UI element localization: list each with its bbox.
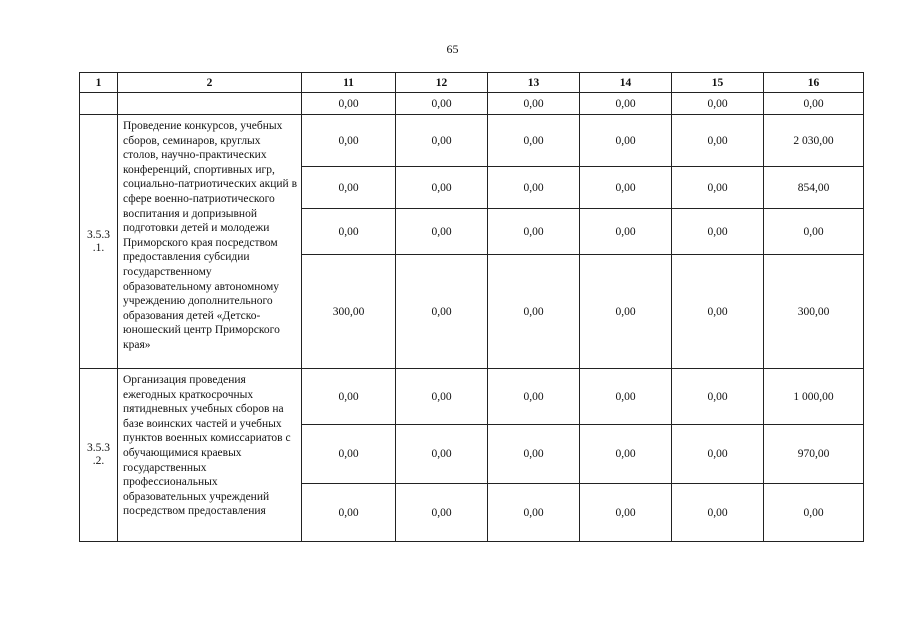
table-cell: 0,00	[764, 484, 864, 542]
table-cell: 1 000,00	[764, 369, 864, 425]
table-cell: 0,00	[488, 167, 580, 209]
table-cell: 0,00	[396, 484, 488, 542]
table-cell: 0,00	[580, 115, 672, 167]
header-cell: 16	[764, 73, 864, 93]
table-cell: 2 030,00	[764, 115, 864, 167]
header-cell: 14	[580, 73, 672, 93]
row-code	[80, 115, 118, 369]
table-cell: 970,00	[764, 425, 864, 484]
table-cell: 0,00	[672, 425, 764, 484]
table-row	[80, 115, 864, 167]
table-cell: 0,00	[764, 93, 864, 115]
budget-table	[79, 72, 864, 542]
table-cell: 854,00	[764, 167, 864, 209]
table-cell: 0,00	[302, 167, 396, 209]
table-cell: 0,00	[672, 93, 764, 115]
header-row	[80, 73, 864, 93]
table-cell: 300,00	[764, 255, 864, 369]
table-row	[80, 93, 864, 115]
table-cell: 0,00	[580, 167, 672, 209]
table-cell: 0,00	[396, 369, 488, 425]
table-cell: 0,00	[580, 484, 672, 542]
table-cell: 0,00	[488, 115, 580, 167]
table-cell: 0,00	[672, 255, 764, 369]
header-cell: 11	[302, 73, 396, 93]
table-cell: 0,00	[672, 209, 764, 255]
table-cell: 300,00	[302, 255, 396, 369]
row-code-text: 3.5.3 .1.	[87, 228, 110, 254]
table-cell: 0,00	[580, 369, 672, 425]
table-cell: 0,00	[580, 255, 672, 369]
table-cell: 0,00	[580, 425, 672, 484]
table-cell: 0,00	[488, 209, 580, 255]
table-cell: 0,00	[396, 255, 488, 369]
table-cell: 0,00	[488, 425, 580, 484]
table-cell: 0,00	[396, 209, 488, 255]
header-cell: 2	[118, 73, 302, 93]
table-cell: 0,00	[396, 425, 488, 484]
table-cell: 0,00	[302, 115, 396, 167]
table-cell: 0,00	[580, 93, 672, 115]
table-cell: 0,00	[396, 93, 488, 115]
header-cell: 15	[672, 73, 764, 93]
table-cell: 0,00	[488, 255, 580, 369]
table-cell: 0,00	[396, 167, 488, 209]
table-cell: 0,00	[488, 369, 580, 425]
table-cell	[80, 93, 118, 115]
header-cell: 1	[80, 73, 118, 93]
table-cell: 0,00	[302, 484, 396, 542]
row-description	[118, 369, 302, 542]
table-cell: 0,00	[302, 93, 396, 115]
table-cell: 0,00	[302, 425, 396, 484]
table-cell: 0,00	[672, 369, 764, 425]
table-cell	[118, 93, 302, 115]
header-cell: 13	[488, 73, 580, 93]
table-cell: 0,00	[488, 484, 580, 542]
table-cell: 0,00	[672, 115, 764, 167]
header-cell: 12	[396, 73, 488, 93]
table-cell: 0,00	[580, 209, 672, 255]
page-number: 65	[446, 42, 459, 56]
row-description-text: Организация проведения ежегодных краткосрочных пятидневных учебных сборов на базе воинских частей и учебных пунктов военных комиссариатов с обучающимися краевых государственных профессиональных образовательных учреждений посредством предоставления	[123, 374, 291, 518]
table-row	[80, 369, 864, 425]
table-cell: 0,00	[396, 115, 488, 167]
row-description-text: Проведение конкурсов, учебных сборов, семинаров, круглых столов, научно-практических конференций, спортивных игр, социально-патриотических акций в сфере военно-патриотического воспитания и допризывной подготовки детей и молодежи Приморского края посредством предоставления субсидии государственному образовательному автономному учреждению дополнительного образования детей «Детско-юношеский центр Приморского края»	[123, 120, 297, 351]
table-cell: 0,00	[302, 209, 396, 255]
row-description	[118, 115, 302, 369]
table-cell: 0,00	[764, 209, 864, 255]
table-cell: 0,00	[302, 369, 396, 425]
row-code-text: 3.5.3 .2.	[87, 442, 110, 467]
row-code	[80, 369, 118, 542]
table-cell: 0,00	[672, 484, 764, 542]
table-cell: 0,00	[488, 93, 580, 115]
table-cell: 0,00	[672, 167, 764, 209]
